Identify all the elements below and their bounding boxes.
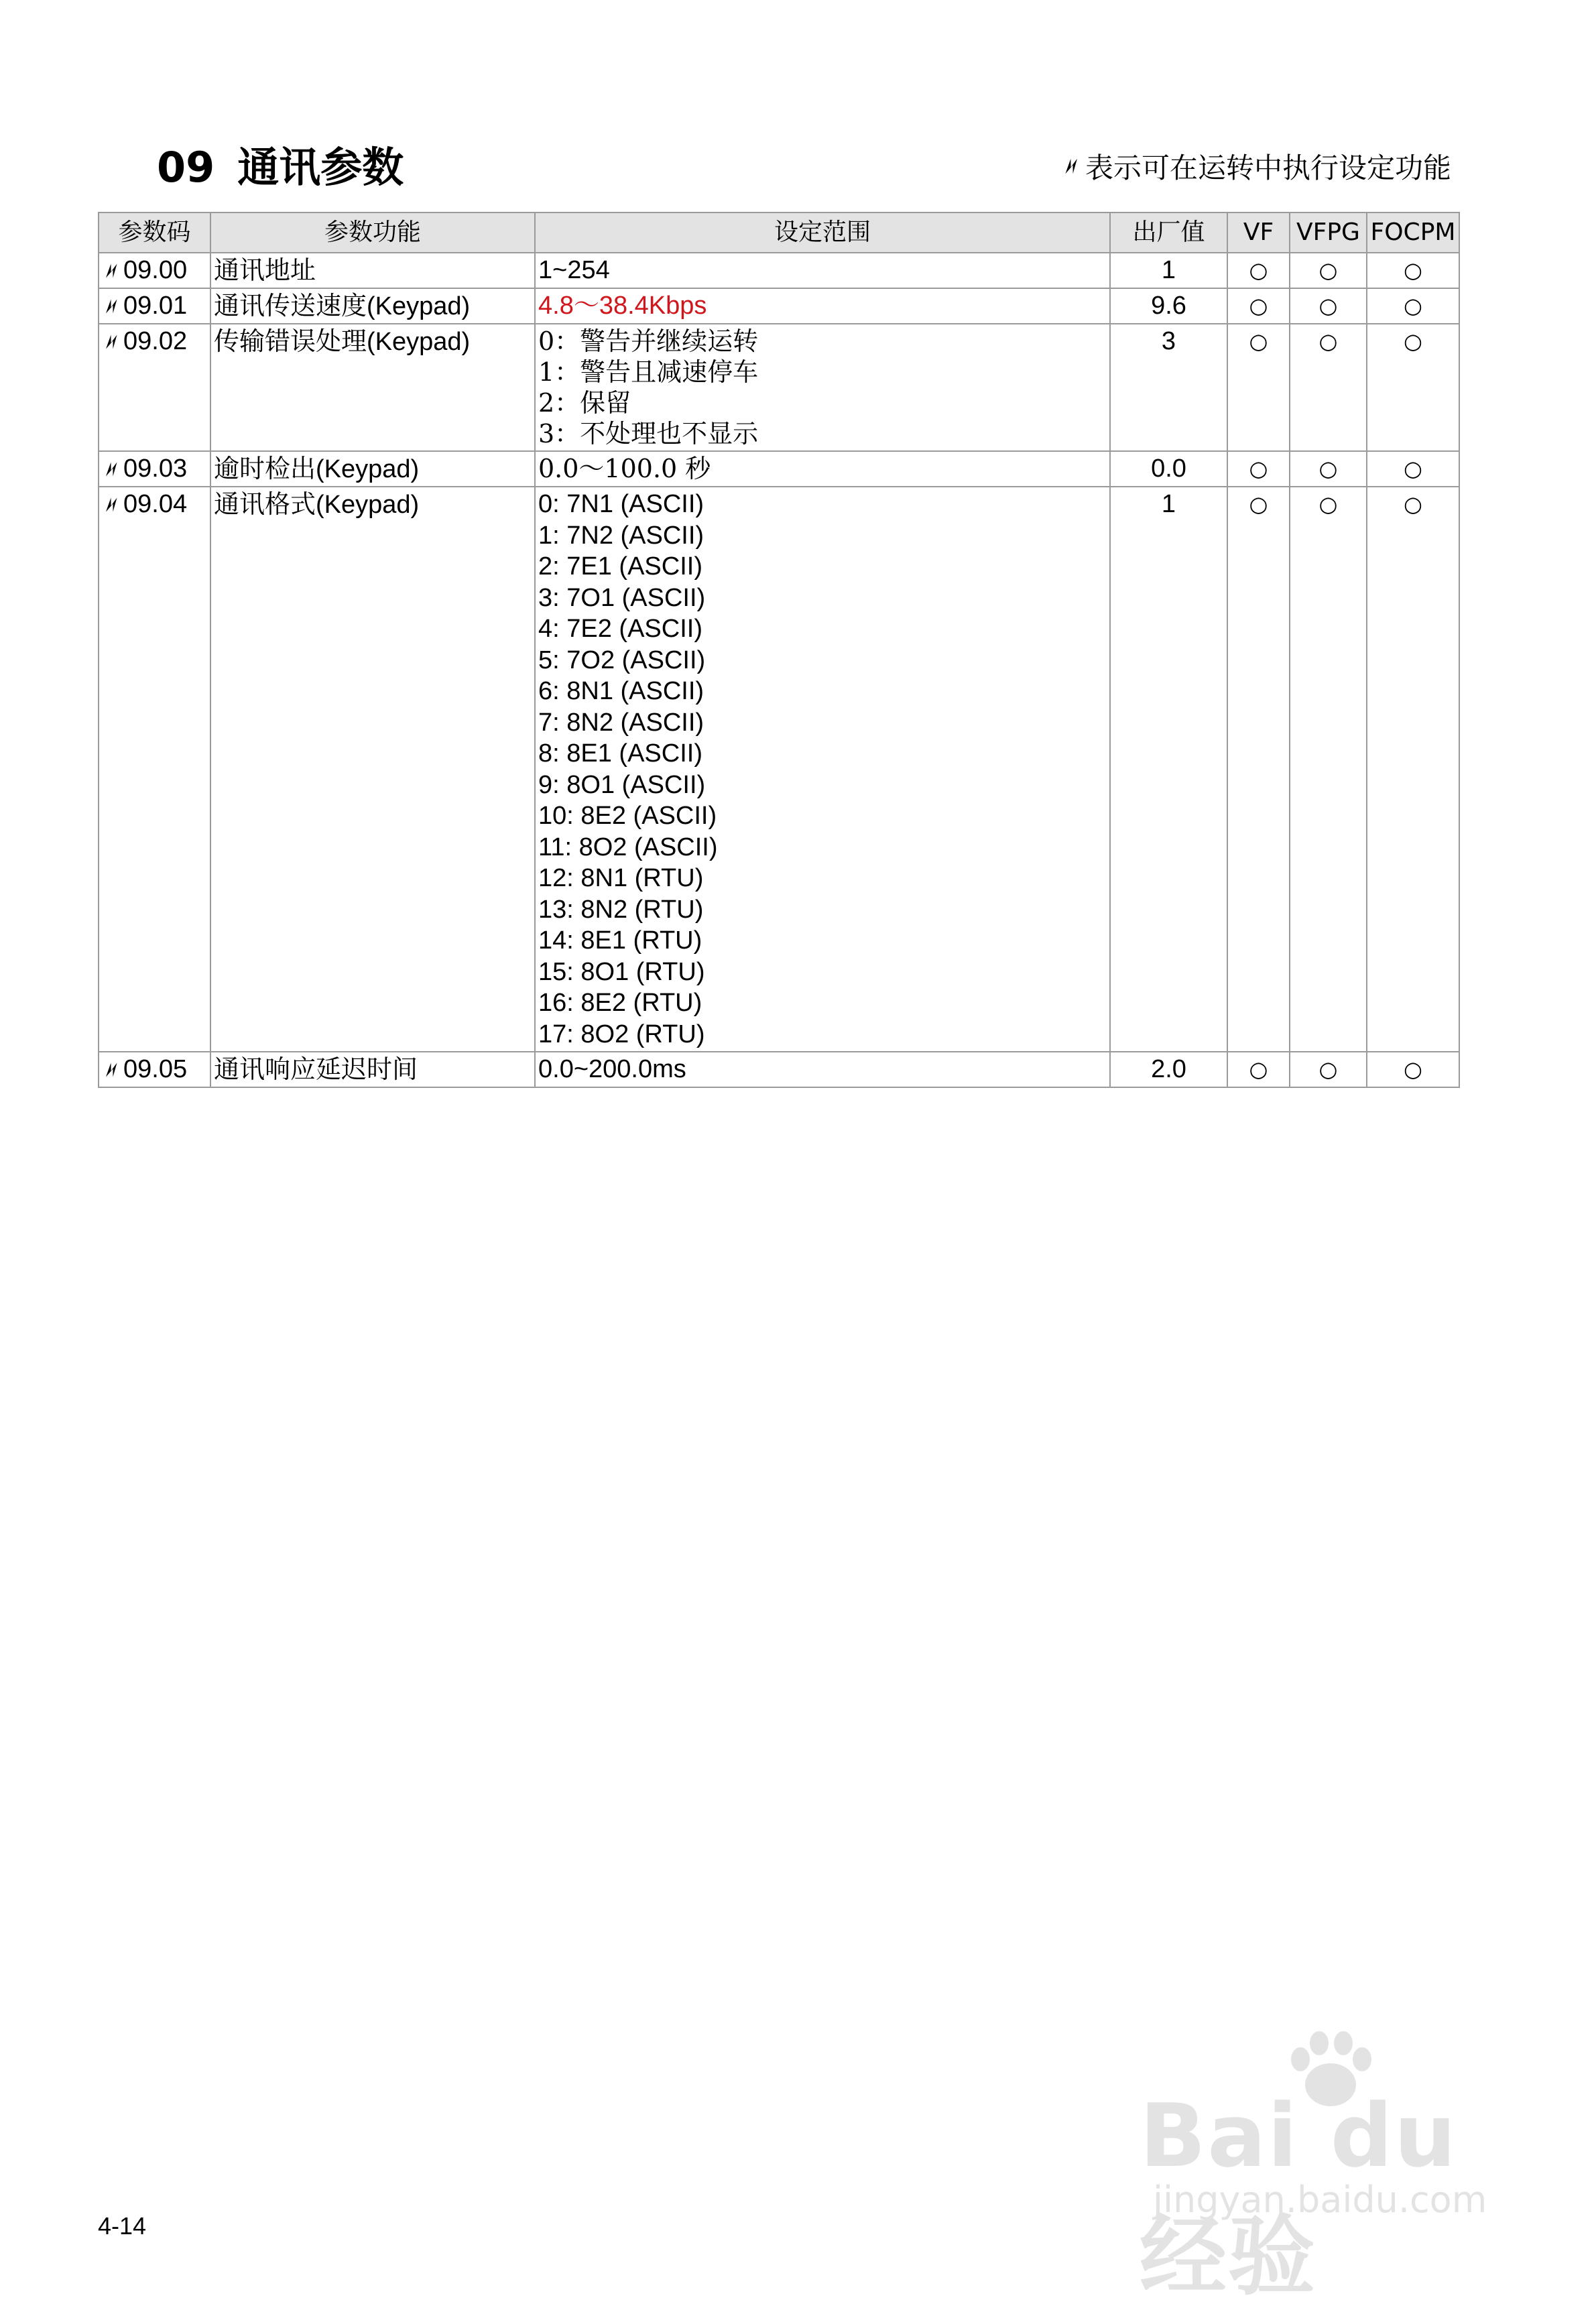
- param-code-cell: [99, 451, 210, 487]
- param-range-cell: [535, 487, 1110, 1052]
- mode-focpm-flag: ○: [1367, 288, 1459, 324]
- range-option: 0.0～100.0 秒: [538, 454, 711, 483]
- watermark-brand: Bai du 经验: [1140, 2085, 1458, 2307]
- range-option: 1：警告且减速停车: [538, 357, 759, 387]
- lightning-bolt-icon: [102, 261, 122, 281]
- param-default: 1: [1110, 253, 1227, 288]
- range-option: 4.8～38.4Kbps: [538, 292, 707, 320]
- param-code-cell: [99, 324, 210, 451]
- mode-focpm-flag: ○: [1367, 451, 1459, 487]
- param-range-cell: [535, 324, 1110, 451]
- header-range: 设定范围: [535, 212, 1110, 253]
- mode-vf-flag: ○: [1227, 451, 1290, 487]
- param-function-cell: [210, 1052, 535, 1087]
- lightning-bolt-icon: [102, 495, 122, 515]
- mode-vfpg-flag: ○: [1290, 324, 1367, 451]
- range-option: 16: 8E2 (RTU): [538, 989, 702, 1017]
- param-function: 传输错误处理: [214, 326, 367, 356]
- param-function-cell: [210, 451, 535, 487]
- param-function: 通讯传送速度: [214, 291, 367, 320]
- range-option: 5: 7O2 (ASCII): [538, 646, 706, 674]
- parameter-table: [98, 212, 1460, 1088]
- param-code: 09.04: [123, 490, 188, 518]
- param-code-cell: [99, 487, 210, 1052]
- range-option: 11: 8O2 (ASCII): [538, 833, 718, 861]
- table-row: [99, 288, 1459, 324]
- mode-vf-flag: ○: [1227, 288, 1290, 324]
- mode-vf-flag: ○: [1227, 1052, 1290, 1087]
- param-function-cell: [210, 324, 535, 451]
- range-option: 0.0~200.0ms: [538, 1055, 686, 1083]
- param-function: 通讯格式: [214, 489, 316, 519]
- param-default: 9.6: [1110, 288, 1227, 324]
- mode-vfpg-flag: ○: [1290, 288, 1367, 324]
- table-row: [99, 487, 1459, 1052]
- lightning-bolt-icon: [102, 332, 122, 352]
- mode-vf-flag: ○: [1227, 487, 1290, 1052]
- param-range-cell: [535, 1052, 1110, 1087]
- table-header-row: [99, 212, 1459, 253]
- param-range-cell: [535, 288, 1110, 324]
- param-range-cell: [535, 253, 1110, 288]
- section-number: 09: [157, 143, 215, 192]
- lightning-bolt-icon: [1061, 156, 1083, 177]
- mode-focpm-flag: ○: [1367, 487, 1459, 1052]
- param-code: 09.05: [123, 1055, 188, 1083]
- range-option: 3：不处理也不显示: [538, 419, 759, 448]
- header-code: 参数码: [99, 212, 210, 253]
- param-code: 09.03: [123, 454, 188, 483]
- mode-vfpg-flag: ○: [1290, 253, 1367, 288]
- range-option: 8: 8E1 (ASCII): [538, 739, 702, 768]
- lightning-bolt-icon: [102, 1060, 122, 1080]
- range-option: 2：保留: [538, 388, 631, 418]
- range-option: 4: 7E2 (ASCII): [538, 615, 702, 643]
- param-code-cell: [99, 1052, 210, 1087]
- mode-vf-flag: ○: [1227, 324, 1290, 451]
- page-number: 4-14: [98, 2212, 147, 2240]
- param-function: 通讯响应延迟时间: [214, 1054, 418, 1084]
- range-option: 7: 8N2 (ASCII): [538, 708, 704, 737]
- lightning-bolt-icon: [102, 296, 122, 316]
- param-function-cell: [210, 288, 535, 324]
- param-default: 1: [1110, 487, 1227, 1052]
- table-row: [99, 253, 1459, 288]
- mode-vf-flag: ○: [1227, 253, 1290, 288]
- header-focpm: FOCPM: [1367, 212, 1459, 253]
- param-code: 09.00: [123, 256, 188, 284]
- param-function: 逾时检出: [214, 454, 316, 483]
- range-option: 12: 8N1 (RTU): [538, 864, 704, 892]
- header-vf: VF: [1227, 212, 1290, 253]
- param-code: 09.01: [123, 292, 188, 320]
- watermark-url: jingyan.baidu.com: [1153, 2179, 1487, 2221]
- param-default: 2.0: [1110, 1052, 1227, 1087]
- table-body: [99, 253, 1459, 1087]
- mode-focpm-flag: ○: [1367, 1052, 1459, 1087]
- legend: [1061, 146, 1451, 186]
- param-function: 通讯地址: [214, 255, 316, 285]
- mode-vfpg-flag: ○: [1290, 451, 1367, 487]
- lightning-bolt-icon: [102, 459, 122, 479]
- range-option: 0：警告并继续运转: [538, 326, 759, 356]
- table-row: [99, 324, 1459, 451]
- range-option: 1: 7N2 (ASCII): [538, 521, 704, 550]
- range-option: 17: 8O2 (RTU): [538, 1020, 705, 1048]
- range-option: 1~254: [538, 256, 610, 284]
- mode-focpm-flag: ○: [1367, 253, 1459, 288]
- header-default: 出厂值: [1110, 212, 1227, 253]
- range-option: 15: 8O1 (RTU): [538, 957, 705, 986]
- param-code-cell: [99, 288, 210, 324]
- range-option: 9: 8O1 (ASCII): [538, 770, 706, 799]
- mode-vfpg-flag: ○: [1290, 487, 1367, 1052]
- param-function-suffix: (Keypad): [316, 455, 420, 483]
- range-option: 0: 7N1 (ASCII): [538, 490, 704, 518]
- range-option: 14: 8E1 (RTU): [538, 926, 702, 955]
- range-option: 3: 7O1 (ASCII): [538, 583, 706, 612]
- range-option: 2: 7E1 (ASCII): [538, 552, 702, 581]
- watermark: [1140, 2024, 1515, 2307]
- mode-focpm-flag: ○: [1367, 324, 1459, 451]
- param-code-cell: [99, 253, 210, 288]
- section-title-text: 通讯参数: [237, 143, 404, 192]
- param-default: 3: [1110, 324, 1227, 451]
- param-function-suffix: (Keypad): [367, 292, 471, 320]
- param-function-suffix: (Keypad): [367, 328, 471, 356]
- legend-text: 表示可在运转中执行设定功能: [1085, 151, 1451, 184]
- mode-vfpg-flag: ○: [1290, 1052, 1367, 1087]
- range-option: 13: 8N2 (RTU): [538, 895, 704, 924]
- range-option: 10: 8E2 (ASCII): [538, 802, 717, 830]
- param-function-suffix: (Keypad): [316, 491, 420, 519]
- table-row: [99, 1052, 1459, 1087]
- param-function-cell: [210, 253, 535, 288]
- param-range-cell: [535, 451, 1110, 487]
- range-option: 6: 8N1 (ASCII): [538, 677, 704, 705]
- param-code: 09.02: [123, 327, 188, 355]
- param-default: 0.0: [1110, 451, 1227, 487]
- table-row: [99, 451, 1459, 487]
- header-function: 参数功能: [210, 212, 535, 253]
- param-function-cell: [210, 487, 535, 1052]
- header-vfpg: VFPG: [1290, 212, 1367, 253]
- section-title: [157, 134, 404, 194]
